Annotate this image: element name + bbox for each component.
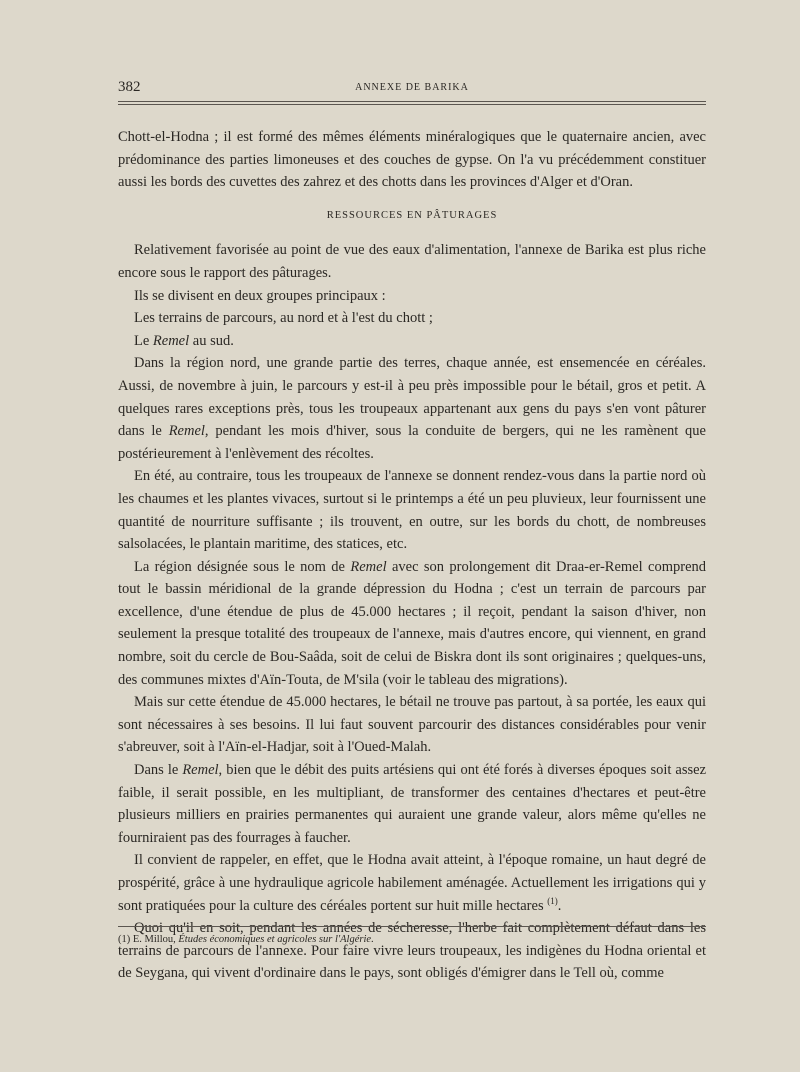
footnote-reference: (1) bbox=[547, 895, 558, 906]
paragraph: Quoi qu'il en soit, pendant les années de sécheresse, l'herbe fait complètement défaut dans les terrains de parcours de l'annexe. Pour faire vivre leurs troupeaux, les indigènes du Hodna oriental et de Seygana, qui vivent d'ordinaire dans le pays, sont obligés d'émigrer dans le Tell où, comme bbox=[118, 920, 706, 982]
paragraph: Les terrains de parcours, au nord et à l'est du chott ; bbox=[134, 310, 433, 327]
footnote-end: . bbox=[371, 934, 374, 945]
paragraph bbox=[118, 556, 706, 692]
italic-term: Remel bbox=[168, 423, 205, 440]
paragraph: En été, au contraire, tous les troupeaux de l'annexe se donnent rendez-vous dans la partie nord où les chaumes et les plantes vivaces, surtout si le printemps a été un peu pluvieux, leur fournissent une quantité de nourriture suffisante ; ils trouvent, en outre, sur les bords du chott, de nombreuses salsolacées, le plantain maritime, des statices, etc. bbox=[118, 468, 706, 553]
footnote-rule bbox=[118, 926, 706, 927]
section-heading: RESSOURCES EN PÂTURAGES bbox=[326, 209, 498, 221]
text-span: Dans le bbox=[134, 762, 183, 779]
italic-term: Remel bbox=[182, 762, 219, 779]
paragraph bbox=[118, 330, 706, 353]
text-span: avec son prolongement dit Draa-er-Remel comprend tout le bassin méridional de la grande dépression du Hodna ; c'est un terrain de parcours par excellence, d'une étendue de plus de 45.000 hectares ; il reçoit, pendant la saison d'hiver, non seulement la presque totalité des troupeaux de l'annexe, mais d'autres encore, qui viennent, en grand nombre, soit du cercle de Bou-Saâda, soit de celui de Biskra dont ils sont originaires ; quelques-uns, des communes mixtes d'Aïn-Touta, de M'sila (voir le tableau des migrations). bbox=[118, 558, 706, 688]
paragraph bbox=[118, 759, 706, 849]
italic-term: Remel bbox=[350, 558, 387, 575]
paragraph bbox=[118, 849, 706, 917]
page-header bbox=[118, 79, 706, 99]
paragraph: Ils se divisent en deux groupes principaux : bbox=[134, 287, 386, 304]
text-span: , bien que le débit des puits artésiens qui ont été forés à diverses époques soit assez faible, il serait possible, en les multipliant, de transformer des centaines d'hectares et peut-être plusieurs milliers en prairies permanentes qui auraient une grande valeur, alors même qu'elles ne fourniraient pas des fourrages à faucher. bbox=[118, 762, 707, 846]
footnote-title: Études économiques et agricoles sur l'Algérie bbox=[178, 934, 372, 945]
paragraph-continuation: Chott-el-Hodna ; il est formé des mêmes éléments minéralogiques que le quaternaire ancien, avec prédominance des parties limoneuses et des couches de gypse. On l'a vu précédemment constituer aussi les bords des cuvettes des zahrez et des chotts dans les provinces d'Alger et d'Oran. bbox=[118, 129, 706, 191]
paragraph: Mais sur cette étendue de 45.000 hectares, le bétail ne trouve pas partout, à sa portée, les eaux qui sont nécessaires à ses besoins. Il lui faut souvent parcourir des distances considérables pour venir s'abreuver, soit à l'Aïn-el-Hadjar, soit à l'Oued-Malah. bbox=[118, 694, 706, 756]
page-number: 382 bbox=[118, 79, 141, 95]
text-span: Dans la région nord, une grande partie des terres, chaque année, est ensemencée en céréales. Aussi, de novembre à juin, le parcours y est-il à peu près impossible pour le bétail, gros et petit. A quelques rares exceptions près, tous les troupeaux appartenant aux gens du pays s'en vont pâturer dans le bbox=[118, 355, 706, 440]
text-span: . bbox=[557, 897, 562, 914]
text-span: au sud. bbox=[189, 332, 234, 349]
italic-term: Remel bbox=[152, 332, 190, 349]
text-span: Il convient de rappeler, en effet, que le Hodna avait atteint, à l'époque romaine, un haut degré de prospérité, grâce à une hydraulique agricole habilement aménagée. Actuellement les irrigations qui y sont pratiquées pour la culture des céréales portent sur huit mille hectares bbox=[118, 852, 706, 914]
footnote-marker: (1) E. Millou, bbox=[118, 934, 179, 945]
body-text bbox=[118, 126, 706, 985]
text-span: Le bbox=[134, 332, 153, 349]
text-span: , pendant les mois d'hiver, sous la conduite de bergers, qui ne les ramènent que postérieurement à l'enlèvement des récoltes. bbox=[118, 423, 706, 462]
footnote bbox=[118, 934, 706, 945]
paragraph bbox=[118, 352, 706, 465]
paragraph: Relativement favorisée au point de vue des eaux d'alimentation, l'annexe de Barika est plus riche encore sous le rapport des pâturages. bbox=[118, 242, 706, 281]
text-span: La région désignée sous le nom de bbox=[134, 558, 351, 575]
header-rule bbox=[118, 101, 706, 105]
running-title: ANNEXE DE BARIKA bbox=[355, 82, 469, 93]
